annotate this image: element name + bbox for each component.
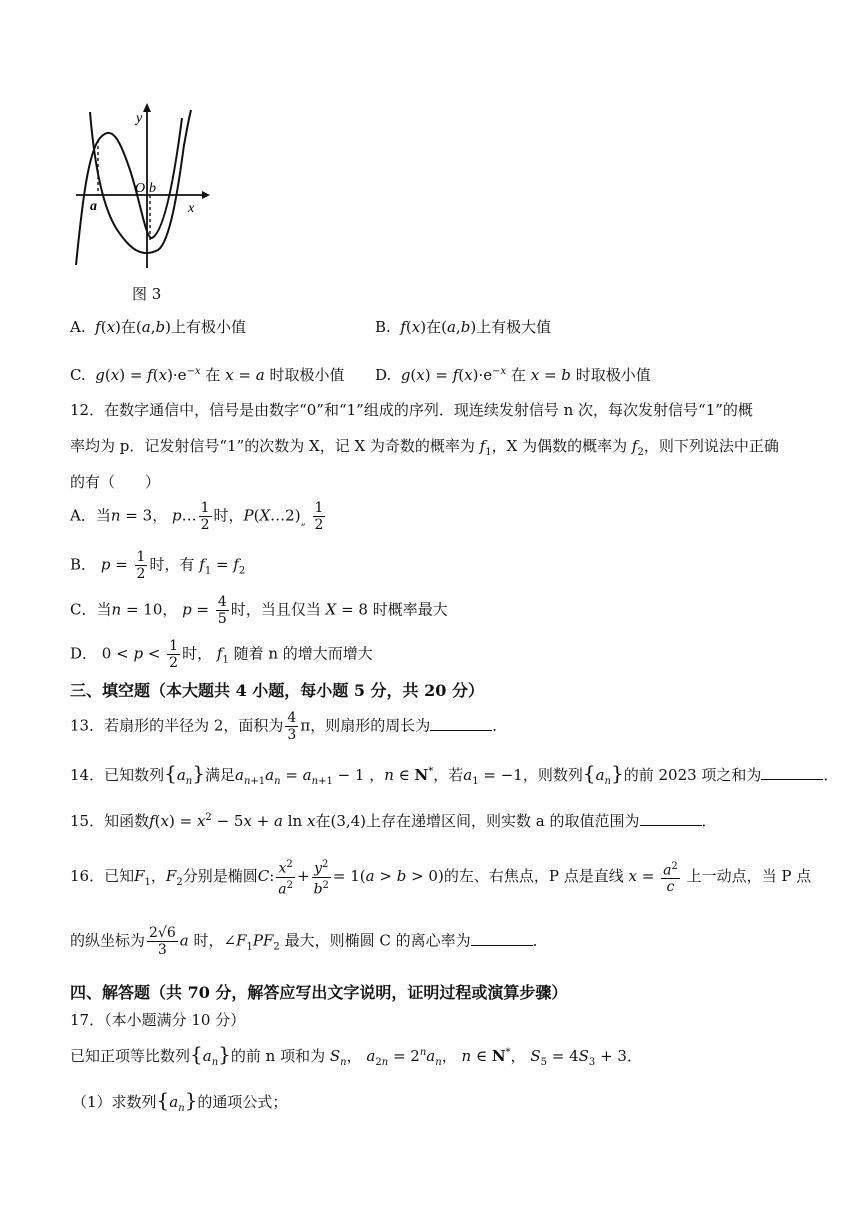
axis-label-x: x	[188, 201, 195, 216]
q12-line1: 12．在数字通信中，信号是由数字“0”和“1”组成的序列．现连续发射信号 n 次，每次发射信号“1”的概	[70, 401, 753, 419]
q12-line2: 率均为 p．记发射信号“1”的次数为 X，记 X 为奇数的概率为 $f_1$，X 为偶数的概率为 $f_2$，则下列说法中正确	[70, 437, 779, 458]
q12-option-b: B． p = $\frac{1}{2}$ 时，有 $f_1 = f_2$	[70, 549, 246, 582]
q12-option-a: A．当n = 3， p… $\frac{1}{2}$ 时，$P(X\dots 2)_„$ $\frac{1}{2}$	[70, 500, 324, 533]
q13: 13．若扇形的半径为 2，面积为 $\frac{4}{3}$ π，则扇形的周长为 ．	[70, 710, 508, 743]
q12-option-d: D． 0 < p < $\frac{1}{2}$ 时， $f_1$ 随着 n 的增大而增大	[70, 638, 373, 671]
section-4-heading: 四、解答题（共 70 分，解答应写出文字说明，证明过程或演算步骤）	[70, 983, 568, 1002]
q15: 15．知函数$f(x) = x^2 - 5x + a$ ln x在(3,4)上存在递增区间，则实数 a 的取值范围为 ．	[70, 812, 717, 830]
q11-option-b: B. f(x)在(a,b)上有极大值	[375, 318, 552, 336]
q17-statement: 已知正项等比数列$\{a_n\}$的前 n 项和为 $S_n$， $a_{2n} = 2^na_n$， n ∈ N*， $S_5 = 4S_3 + 3$．	[70, 1042, 642, 1068]
y-axis-arrow	[143, 103, 151, 112]
x-axis-arrow	[202, 191, 210, 199]
q12-line3: 的有（ ）	[70, 473, 161, 491]
function-graph-figure	[70, 100, 210, 275]
q16-line1: 16．已知$F_1$，$F_2$分别是椭圆C: $\frac{x^2}{a^2}$ + $\frac{y^2}{b^2}$ = 1(a > b > 0)的左、右焦点，P 点是直线 x = $\frac{a^2}{c}$ 上一动点，当 P 点	[70, 859, 812, 898]
q16-line2: 的纵坐标为 $\frac{2√6}{3}$ a 时，$\angle F_1PF_2$ 最大，则椭圆 C 的离心率为 ．	[70, 925, 548, 958]
point-label-a: a	[90, 199, 97, 214]
point-label-b: b	[149, 181, 156, 196]
q11-option-a: A. f(x)在(a,b)上有极小值	[70, 318, 246, 336]
q11-option-d: D. $g(x) = f(x)\cdot e^{-x}$ 在 x = b 时取极小值	[375, 366, 651, 384]
q12-option-c: C．当n = 10， p = $\frac{4}{5}$ 时，当且仅当 X = 8 时概率最大	[70, 594, 448, 627]
q14: 14．已知数列$\{a_n\}$满足$a_{n+1}a_n = a_{n+1} - 1$ ，n ∈ N*，若$a_1 = -1$，则数列$\{a_n\}$的前 2023 项之和为 ．	[70, 761, 839, 787]
q11-option-c: C. $g(x) = f(x)\cdot e^{-x}$ 在 x = a 时取极小值	[70, 366, 345, 384]
figure-caption: 图 3	[132, 285, 162, 303]
section-3-heading: 三、填空题（本大题共 4 小题，每小题 5 分，共 20 分）	[70, 681, 484, 700]
q17-part1: （1）求数列$\{a_n\}$的通项公式；	[72, 1088, 288, 1114]
point-label-o: O	[135, 181, 146, 196]
q17-heading: 17．（本小题满分 10 分）	[70, 1011, 246, 1029]
axis-label-y: y	[136, 111, 143, 126]
